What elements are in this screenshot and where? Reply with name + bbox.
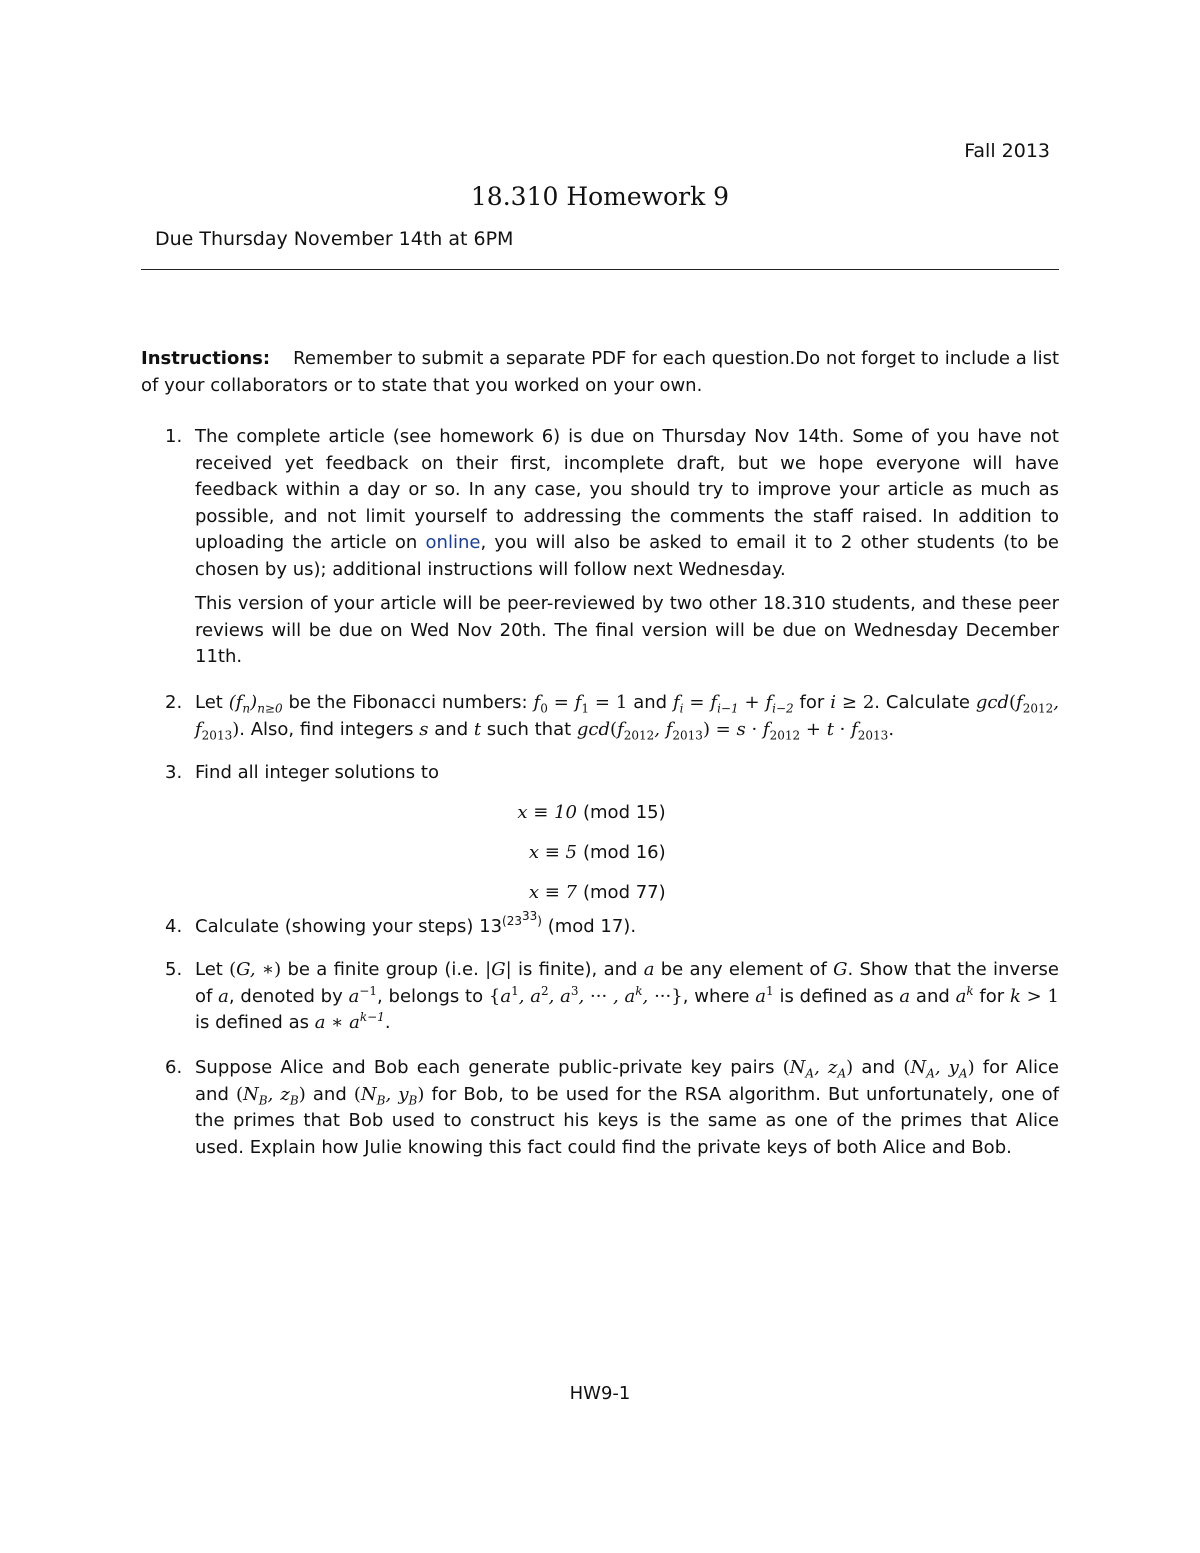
question-1-paragraph-1 — [195, 424, 1059, 583]
semester-label: Fall 2013 — [964, 140, 1050, 162]
congruence-1: x ≡ 10 (mod 15) — [517, 801, 666, 823]
online-link[interactable]: online — [425, 532, 481, 553]
question-5-text: Let (G, ∗) be a finite group (i.e. |G| is finite), and a be any element of G. Show that the inverse of a, denoted by $a^{-1}$, belongs to {$a^1$, $a^2$, $a^3$, ··· , $a^k$, ···}, where $a^1$ is defined as a and $a^k$ for k > 1 is defined as a ∗ $a^{k-1}$. — [195, 959, 1059, 1033]
question-5 — [141, 957, 1059, 1037]
question-2 — [141, 690, 1059, 743]
due-date: Due Thursday November 14th at 6PM — [155, 228, 514, 250]
document-title: 18.310 Homework 9 — [470, 182, 730, 211]
question-6 — [141, 1055, 1059, 1161]
question-number: 1. — [165, 426, 183, 447]
instructions-block — [141, 346, 1059, 399]
instructions-text: Remember to submit a separate PDF for each question.Do not forget to include a list of your collaborators or to state that you worked on your own. — [141, 348, 1060, 396]
question-1-paragraph-2: This version of your article will be peer-reviewed by two other 18.310 students, and these peer reviews will be due on Wed Nov 20th. The final version will be due on Wednesday December 11th. — [195, 593, 1059, 667]
instructions-label: Instructions: — [141, 348, 271, 369]
question-3 — [141, 760, 1059, 913]
question-6-text: Suppose Alice and Bob each generate public-private key pairs ($N_A$, $z_A$) and ($N_A$, $y_A$) for Alice and ($N_B$, $z_B$) and ($N_B$, $y_B$) for Bob, to be used for the RSA algorithm. But unfortunately, one of the primes that Bob used to construct his keys is the same as one of the primes that Alice used. Explain how Julie knowing this fact could find the private keys of both Alice and Bob. — [195, 1057, 1060, 1158]
header-divider — [141, 269, 1059, 270]
question-number: 3. — [165, 762, 183, 783]
question-number: 6. — [165, 1057, 183, 1078]
question-4-text: Calculate (showing your steps) $13^{(23^{33})}$ (mod 17). — [195, 909, 637, 937]
question-number: 5. — [165, 959, 183, 980]
question-4 — [141, 909, 1059, 941]
question-number: 4. — [165, 916, 183, 937]
page-number: HW9-1 — [569, 1383, 631, 1404]
question-2-text: Let $(f_n)_{n\ge 0}$ be the Fibonacci numbers: $f_0 = f_1 = 1$ and $f_i = f_{i-1} + f_{i-2}$ for i ≥ 2. Calculate $\gcd(f_{2012}$, $f_{2013}$). Also, find integers s and t such that $\gcd(f_{2012}$, $f_{2013}) = s \cdot f_{2012} + t \cdot f_{2013}$. — [195, 692, 1059, 743]
congruence-system — [195, 793, 1059, 913]
q1-text-b: , you will also be asked to email it to 2 other students (to be chosen by us); additional instructions will follow next Wednesday. — [195, 532, 1059, 580]
question-1 — [141, 424, 1059, 671]
q1-text-a: The complete article (see homework 6) is due on Thursday Nov 14th. Some of you have not received yet feedback on their first, incomplete draft, but we hope everyone will have feedback within a day or so. In any case, you should try to improve your article as much as possible, and not limit yourself to addressing the comments the staff raised. In addition to uploading the article on — [195, 426, 1059, 553]
question-3-text: Find all integer solutions to — [195, 762, 439, 783]
question-number: 2. — [165, 692, 183, 713]
congruence-2: x ≡ 5 (mod 16) — [528, 841, 666, 863]
congruence-3: x ≡ 7 (mod 77) — [528, 881, 666, 903]
